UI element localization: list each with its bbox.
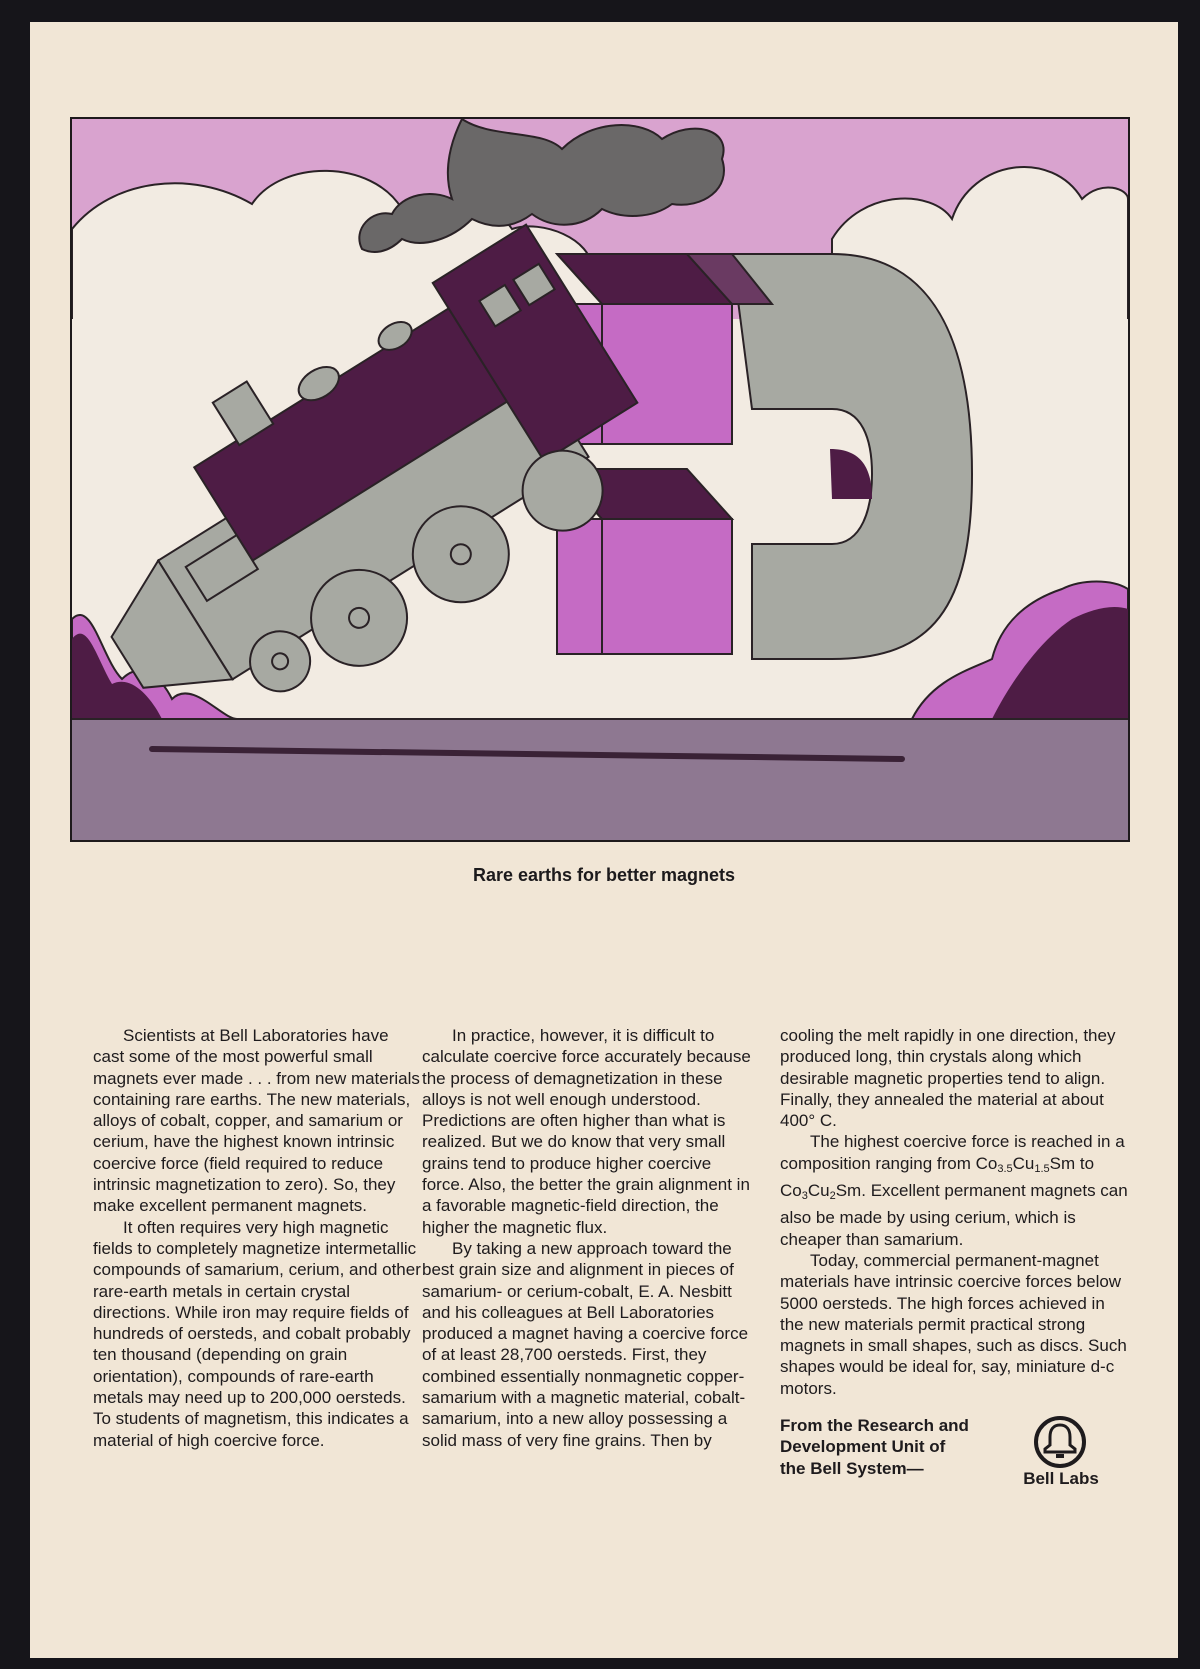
article-column-2 [422,1025,752,1451]
article-column-3 [780,1025,1130,1399]
bell-system-logo-icon [1030,1415,1090,1469]
paragraph: By taking a new approach toward the best grain size and alignment in pieces of samarium- or cerium-cobalt, E. A. Nesbitt and his colleagues at Bell Laboratories produced a magnet having a coercive force of at least 28,700 oersteds. First, they combined essentially nonmagnetic copper-samarium with a magnetic material, cobalt-samarium, into a new alloy possessing a solid mass of very fine grains. Then by [422,1238,749,1450]
paragraph: Today, commercial permanent-magnet materials have intrinsic coercive forces below 5000 oersteds. The high forces achieved in the new materials permit practical strong magnets in small shapes, such as discs. Such shapes would be ideal for, say, miniature d-c motors. [780,1250,1127,1398]
formula-1: $Co_{3.5}Cu_{1.5}Sm$ [975,1153,1076,1175]
paragraph: It often requires very high magnetic fields to completely magnetize intermetallic compounds of samarium, cerium, and other rare-earth metals in certain crystal directions. While iron may require fields of hundreds of oersteds, and cobalt probably ten thousand (depending on grain orientation), compounds of rare-earth metals may need up to 200,000 oersteds. To students of magnetism, this indicates a material of high coercive force. [93,1217,421,1450]
page [30,22,1178,1658]
headline: Rare earths for better magnets [472,865,736,885]
paragraph-formula: The highest coercive force is reached in a composition ranging from $Co_{3.5}Cu_{1.5}Sm$ to $Co_3Cu_2Sm$. Excellent permanent magnets can also be made by using cerium, which is cheaper than samarium. [780,1132,1128,1249]
bell-labs-logo [1016,1415,1106,1495]
paragraph: In practice, however, it is difficult to calculate coercive force accurately because the process of demagnetization in these alloys is not well enough understood. Predictions are often higher than what is realized. But we do know that very small grains tend to produce higher coercive force. Also, the better the grain alignment in a favorable magnetic-field direction, the higher the magnetic flux. [422,1026,751,1237]
article-column-1 [93,1025,423,1451]
paragraph: Scientists at Bell Laboratories have cast some of the most powerful small magnets ever made . . . from new materials containing rare earths. The new materials, alloys of cobalt, copper, and samarium or cerium, have the highest known intrinsic coercive force (field required to reduce intrinsic magnetization to zero). So, they make excellent permanent magnets. [93,1026,420,1216]
paragraph: cooling the melt rapidly in one direction, they produced long, thin crystals along which desirable magnetic properties tend to align. Finally, they annealed the material at about 400° C. [780,1026,1116,1131]
ground [72,719,1128,840]
illustration-svg [72,119,1128,840]
credit-line: From the Research and Development Unit of the Bell System— [780,1416,969,1478]
formula-2: $Co_3Cu_2Sm$. [780,1181,866,1203]
locomotive-magnet-illustration [70,117,1130,842]
logo-text: Bell Labs [1023,1469,1099,1488]
